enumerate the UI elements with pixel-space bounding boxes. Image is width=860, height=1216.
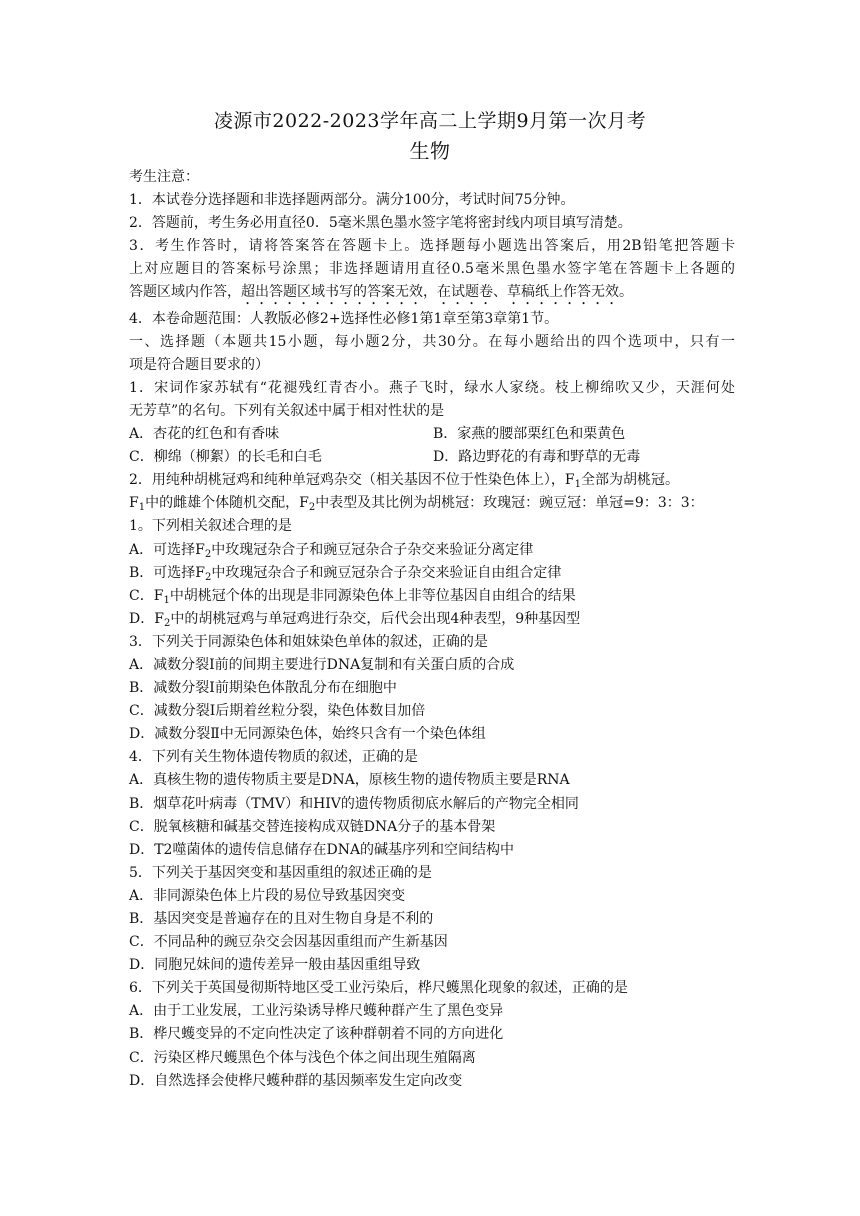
q2-stem-line-1 — [129, 469, 735, 492]
q4-option-c: C．脱氧核糖和碱基交替连接构成双链DNA分子的基本骨架 — [129, 818, 496, 835]
subscript: 2 — [204, 548, 212, 560]
q6-option-b: B．桦尺蠖变异的不定向性决定了该种群朝着不同的方向进化 — [129, 1026, 504, 1043]
q2-option-a — [129, 539, 735, 562]
q2-stem-text: 全部为胡桃冠。 — [581, 472, 679, 489]
q4-option-b: B．烟草花叶病毒（TMV）和HIV的遗传物质彻底水解后的产物完全相同 — [129, 795, 579, 812]
q2-stem-text: F — [129, 495, 139, 512]
q2-stem-line-2 — [129, 492, 735, 515]
q2-stem-line-3: 1。下列相关叙述合理的是 — [129, 518, 292, 535]
notice-item-3-end: 。 — [619, 284, 633, 301]
q6-option-c: C．污染区桦尺蠖黑色个体与浅色个体之间出现生殖隔离 — [129, 1049, 476, 1066]
notice-item-3-line-1: 3．考生作答时，请将答案答在答题卡上。选择题每小题选出答案后，用2B铅笔把答题卡 — [129, 238, 735, 255]
q2-stem-text: 2．用纯种胡桃冠鸡和纯种单冠鸡杂交（相关基因不位于性染色体上），F — [129, 472, 575, 489]
notice-heading: 考生注意： — [129, 169, 199, 185]
q1-option-a: A．杏花的红色和有香味 — [129, 426, 280, 443]
notice-item-3-line-2: 上对应题目的答案标号涂黑；非选择题请用直径0.5毫米黑色墨水签字笔在答题卡上各题的 — [129, 261, 735, 278]
option-text: 中玫瑰冠杂合子和豌豆冠杂合子杂交来验证分离定律 — [211, 541, 534, 558]
q5-stem: 5．下列关于基因突变和基因重组的叙述正确的是 — [129, 864, 432, 881]
notice-item-4: 4．本卷命题范围：人教版必修2+选择性必修1第1章至第3章第1节。 — [129, 310, 559, 327]
q1-options-row-2 — [129, 446, 735, 469]
q3-option-c: C．减数分裂Ⅰ后期着丝粒分裂，染色体数目加倍 — [129, 703, 426, 720]
option-text: 中玫瑰冠杂合子和豌豆冠杂合子杂交来验证自由组合定律 — [211, 564, 562, 581]
option-text: 中的胡桃冠鸡与单冠鸡进行杂交，后代会出现4种表型，9种基因型 — [170, 610, 581, 627]
notice-item-1: 1．本试卷分选择题和非选择题两部分。满分100分，考试时间75分钟。 — [129, 192, 575, 209]
q1-stem-line-2: 无芳草”的名句。下列有关叙述中属于相对性状的是 — [129, 402, 445, 419]
option-text: C．F — [129, 587, 164, 604]
q2-option-c — [129, 585, 735, 608]
q1-option-b: B．家燕的腰部栗红色和栗黄色 — [433, 426, 626, 443]
q2-stem-text: 中表型及其比例为胡桃冠：玫瑰冠：豌豆冠：单冠=9：3：3： — [315, 495, 704, 512]
option-text: A．可选择F — [129, 541, 205, 558]
subscript: 2 — [308, 502, 316, 514]
subscript: 1 — [574, 479, 581, 491]
option-text: 中胡桃冠个体的出现是非同源染色体上非等位基因自由组合的结果 — [169, 587, 576, 604]
exam-body — [129, 166, 735, 1093]
subscript: 2 — [205, 571, 212, 583]
q1-option-d: D．路边野花的有毒和野草的无毒 — [433, 449, 641, 466]
q2-option-b — [129, 562, 735, 585]
q5-option-a: A．非同源染色体上片段的易位导致基因突变 — [129, 887, 406, 904]
section-heading-line-1: 一、选择题（本题共15小题，每小题2分，共30分。在每小题给出的四个选项中，只有一 — [129, 333, 735, 350]
q1-options-row-1 — [129, 423, 735, 446]
notice-item-2: 2．答题前，考生务必用直径0．5毫米黑色墨水签字笔将密封线内项目填写清楚。 — [129, 215, 632, 232]
exam-title: 凌源市2022-2023学年高二上学期9月第一次月考 — [213, 110, 647, 132]
q2-option-d — [129, 608, 735, 631]
q4-option-a: A．真核生物的遗传物质主要是DNA，原核生物的遗传物质主要是RNA — [129, 772, 570, 789]
subscript: 2 — [163, 617, 171, 629]
q1-stem-line-1: 1．宋词作家苏轼有“花褪残红青杏小。燕子飞时，绿水人家绕。枝上柳绵吹又少，天涯何处 — [129, 379, 735, 396]
notice-item-3-emphasis: 超出答题区域书写的答案无效，在试题卷、草稿纸上作答无效 — [241, 284, 619, 301]
q3-option-d: D．减数分裂Ⅱ中无同源染色体，始终只含有一个染色体组 — [129, 726, 486, 743]
notice-item-3-line-3 — [129, 281, 735, 304]
q2-stem-text: 中的雌雄个体随机交配，F — [145, 495, 309, 512]
q6-stem: 6．下列关于英国曼彻斯特地区受工业污染后，桦尺蠖黑化现象的叙述，正确的是 — [129, 980, 628, 997]
exam-subject: 生物 — [409, 139, 451, 163]
q1-option-c: C．柳绵（柳絮）的长毛和白毛 — [129, 449, 322, 466]
q6-option-d: D．自然选择会使桦尺蠖种群的基因频率发生定向改变 — [129, 1072, 463, 1089]
option-text: B．可选择F — [129, 564, 206, 581]
q4-stem: 4．下列有关生物体遗传物质的叙述，正确的是 — [129, 749, 418, 766]
option-text: D．F — [129, 610, 164, 627]
notice-item-3-text: 答题区域内作答， — [129, 284, 241, 301]
q4-option-d: D．T2噬菌体的遗传信息储存在DNA的碱基序列和空间结构中 — [129, 841, 515, 858]
q3-option-b: B．减数分裂Ⅰ前期染色体散乱分布在细胞中 — [129, 680, 397, 697]
q6-option-a: A．由于工业发展，工业污染诱导桦尺蠖种群产生了黑色变异 — [129, 1003, 504, 1020]
q5-option-d: D．同胞兄妹间的遗传差异一般由基因重组导致 — [129, 957, 421, 974]
q3-stem: 3．下列关于同源染色体和姐妹染色单体的叙述，正确的是 — [129, 633, 488, 650]
q5-option-c: C．不同品种的豌豆杂交会因基因重组而产生新基因 — [129, 934, 448, 951]
section-heading-line-2: 项是符合题目要求的） — [129, 356, 269, 373]
subscript: 1 — [163, 594, 170, 606]
subscript: 1 — [138, 502, 146, 514]
q3-option-a: A．减数分裂Ⅰ前的间期主要进行DNA复制和有关蛋白质的合成 — [129, 656, 515, 673]
q5-option-b: B．基因突变是普遍存在的且对生物自身是不利的 — [129, 911, 434, 927]
